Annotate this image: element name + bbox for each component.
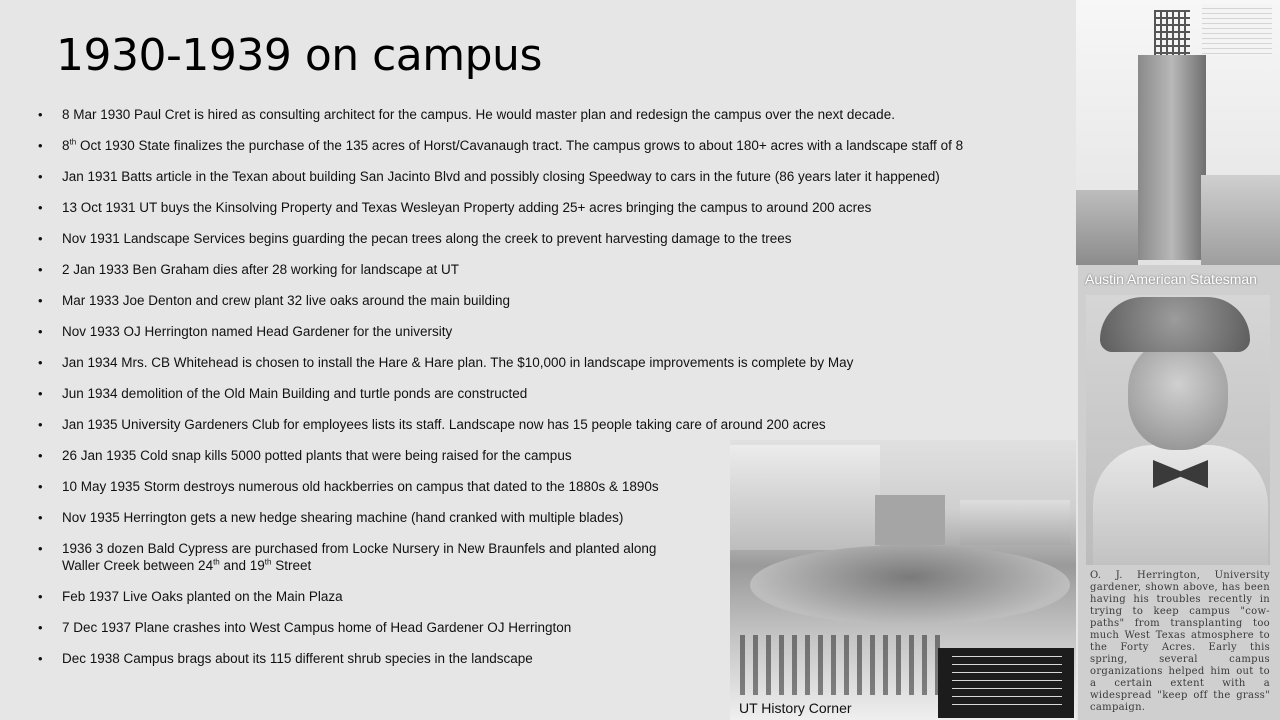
list-item: • Nov 1935 Herrington gets a new hedge shearing machine (hand cranked with multiple blades) [38, 509, 702, 526]
list-item: • 2 Jan 1933 Ben Graham dies after 28 working for landscape at UT [38, 261, 1028, 278]
list-item: • Nov 1933 OJ Herrington named Head Gardener for the university [38, 323, 1028, 340]
list-item: • Feb 1937 Live Oaks planted on the Main Plaza [38, 588, 702, 605]
herrington-portrait-clipping [1078, 265, 1280, 720]
list-item-text: Waller Creek between 24 [62, 558, 214, 573]
list-item: • Jun 1934 demolition of the Old Main Building and turtle ponds are constructed [38, 385, 1028, 402]
ordinal-suffix: th [264, 557, 272, 567]
list-item: • 13 Oct 1931 UT buys the Kinsolving Property and Texas Wesleyan Property adding 25+ acres bringing the campus to around 200 acres [38, 199, 1028, 216]
list-item: • 26 Jan 1935 Cold snap kills 5000 potted plants that were being raised for the campus [38, 447, 702, 464]
ordinal-suffix: th [69, 137, 77, 147]
list-item: • 8 Mar 1930 Paul Cret is hired as consulting architect for the campus. He would master plan and redesign the campus over the next decade. [38, 106, 1028, 123]
ordinal-suffix: th [213, 557, 220, 567]
list-item: • Mar 1933 Joe Denton and crew plant 32 live oaks around the main building [38, 292, 1028, 309]
list-item: • Dec 1938 Campus brags about its 115 different shrub species in the landscape [38, 650, 702, 667]
tower-photo [1076, 0, 1280, 265]
list-item-text: Oct 1930 State finalizes the purchase of the 135 acres of Horst/Cavanaugh tract. The campus grows to about 180+ acres with a landscape staff of 8 [76, 138, 964, 153]
construction-photo [730, 440, 1076, 720]
list-item: • Jan 1935 University Gardeners Club for employees lists its staff. Landscape now has 15 people taking care of around 200 acres [38, 416, 1028, 433]
list-item-text: and 19 [219, 558, 265, 573]
list-item: • Jan 1931 Batts article in the Texan about building San Jacinto Blvd and possibly closing Speedway to cars in the future (86 years later it happened) [38, 168, 1028, 185]
list-item: • Jan 1934 Mrs. CB Whitehead is chosen to install the Hare & Hare plan. The $10,000 in landscape improvements is complete by May [38, 354, 1028, 371]
list-item: • Nov 1931 Landscape Services begins guarding the pecan trees along the creek to prevent harvesting damage to the trees [38, 230, 1028, 247]
photo-credit-statesman: Austin American Statesman [1085, 271, 1257, 287]
list-item-text: 8 [62, 138, 70, 153]
photo-credit-ut-history: UT History Corner [739, 700, 852, 716]
list-item-text: 1936 3 dozen Bald Cypress are purchased from Locke Nursery in New Braunfels and planted along [62, 541, 657, 556]
list-item-text: Street [271, 558, 312, 573]
slide-title: 1930-1939 on campus [56, 30, 542, 81]
list-item [38, 137, 1028, 154]
list-item: • 10 May 1935 Storm destroys numerous old hackberries on campus that dated to the 1880s & 1890s [38, 478, 702, 495]
clipping-caption: O. J. Herrington, University gardener, shown above, has been having his troubles recently in trying to keep campus "cow-paths" from transplanting too much West Texas atmosphere to the Forty Acres. Early this spring, several campus organizations helped him out to a certain extent with a widespread "keep off the grass" campaign. [1090, 570, 1270, 713]
list-item: • 7 Dec 1937 Plane crashes into West Campus home of Head Gardener OJ Herrington [38, 619, 702, 636]
list-item [38, 540, 702, 574]
